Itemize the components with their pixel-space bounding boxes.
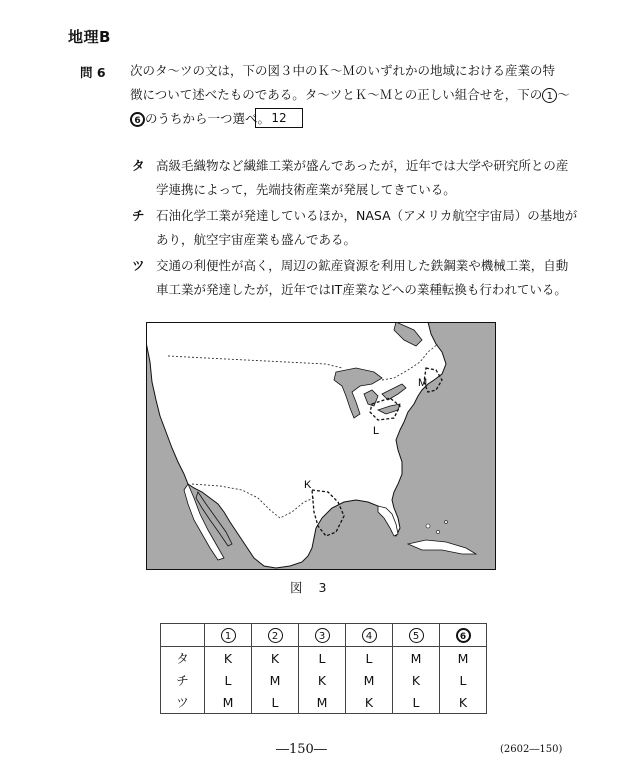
table-cell: M (393, 647, 440, 670)
question-number: 問 6 (80, 65, 106, 80)
subject-title: 地理B (68, 28, 111, 46)
page-code: (2602―150) (500, 744, 563, 755)
table-cell: K (440, 691, 487, 714)
question-text-line-3-main: のうちから一つ選べ。 (145, 111, 271, 126)
map-label-m: M (418, 377, 428, 389)
table-cell: K (205, 647, 252, 670)
question-text-line-2 (130, 87, 570, 103)
table-header-option-6 (440, 624, 487, 647)
statement-label-chi: チ (132, 208, 145, 223)
table-row (161, 691, 487, 714)
statement-ta-line-1: 高級毛織物など繊維工業が盛んであったが，近年では大学や研究所との産 (156, 158, 569, 173)
choice-table (160, 623, 487, 714)
table-header-option-1 (205, 624, 252, 647)
table-header-option-4 (346, 624, 393, 647)
table-header-option-3 (299, 624, 346, 647)
table-cell: M (252, 669, 299, 691)
table-row (161, 669, 487, 691)
circled-number-6: 6 (130, 112, 145, 127)
statement-tsu-line-2: 車工業が発達したが，近年ではIT産業などへの業種転換も行われている。 (156, 282, 567, 297)
statement-label-tsu: ツ (132, 258, 145, 273)
option-number: 2 (268, 628, 283, 643)
option-number: 6 (456, 628, 471, 643)
option-number: 3 (315, 628, 330, 643)
table-row (161, 647, 487, 670)
table-cell: K (252, 647, 299, 670)
question-text-line-2-main: 徴について述べたものである。タ～ツとＫ～Ｍとの正しい組合せを，下の (130, 87, 543, 102)
table-cell: M (440, 647, 487, 670)
table-cell: K (346, 691, 393, 714)
north-america-map (146, 322, 496, 570)
statement-chi-line-1: 石油化学工業が発達しているほか，NASA（アメリカ航空宇宙局）の基地が (156, 208, 578, 223)
table-cell: M (205, 691, 252, 714)
table-cell: M (346, 669, 393, 691)
page-number: ―150― (276, 742, 327, 757)
answer-box: 12 (255, 108, 303, 128)
circled-number-1: 1 (542, 88, 557, 103)
table-header-option-2 (252, 624, 299, 647)
map-label-l: L (373, 425, 380, 437)
table-cell: K (393, 669, 440, 691)
option-number: 1 (221, 628, 236, 643)
table-cell: L (393, 691, 440, 714)
question-text-line-1: 次のタ～ツの文は，下の図３中のＫ～Ｍのいずれかの地域における産業の特 (130, 63, 556, 78)
map-island (445, 521, 448, 524)
table-cell: L (440, 669, 487, 691)
option-number: 5 (409, 628, 424, 643)
figure-caption: 図 3 (290, 580, 333, 595)
map-label-k: K (304, 479, 312, 491)
question-text-line-2-tail: ～ (557, 87, 570, 102)
statement-chi-line-2: あり，航空宇宙産業も盛んである。 (156, 232, 357, 247)
map-island (426, 524, 430, 528)
table-cell: L (252, 691, 299, 714)
table-cell: L (299, 647, 346, 670)
table-cell: L (205, 669, 252, 691)
statement-tsu-line-1: 交通の利便性が高く，周辺の鉱産資源を利用した鉄鋼業や機械工業，自動 (156, 258, 569, 273)
table-cell: L (346, 647, 393, 670)
question-text-line-3 (130, 111, 270, 127)
table-row-label: タ (161, 647, 205, 670)
table-cell: M (299, 691, 346, 714)
table-row-label: ツ (161, 691, 205, 714)
statement-label-ta: タ (132, 158, 145, 173)
statement-ta-line-2: 学連携によって，先端技術産業が発展してきている。 (156, 182, 456, 197)
option-number: 4 (362, 628, 377, 643)
table-cell: K (299, 669, 346, 691)
choice-table-header-row (161, 624, 487, 647)
table-corner-cell (161, 624, 205, 647)
table-row-label: チ (161, 669, 205, 691)
map-island (436, 530, 439, 533)
table-header-option-5 (393, 624, 440, 647)
